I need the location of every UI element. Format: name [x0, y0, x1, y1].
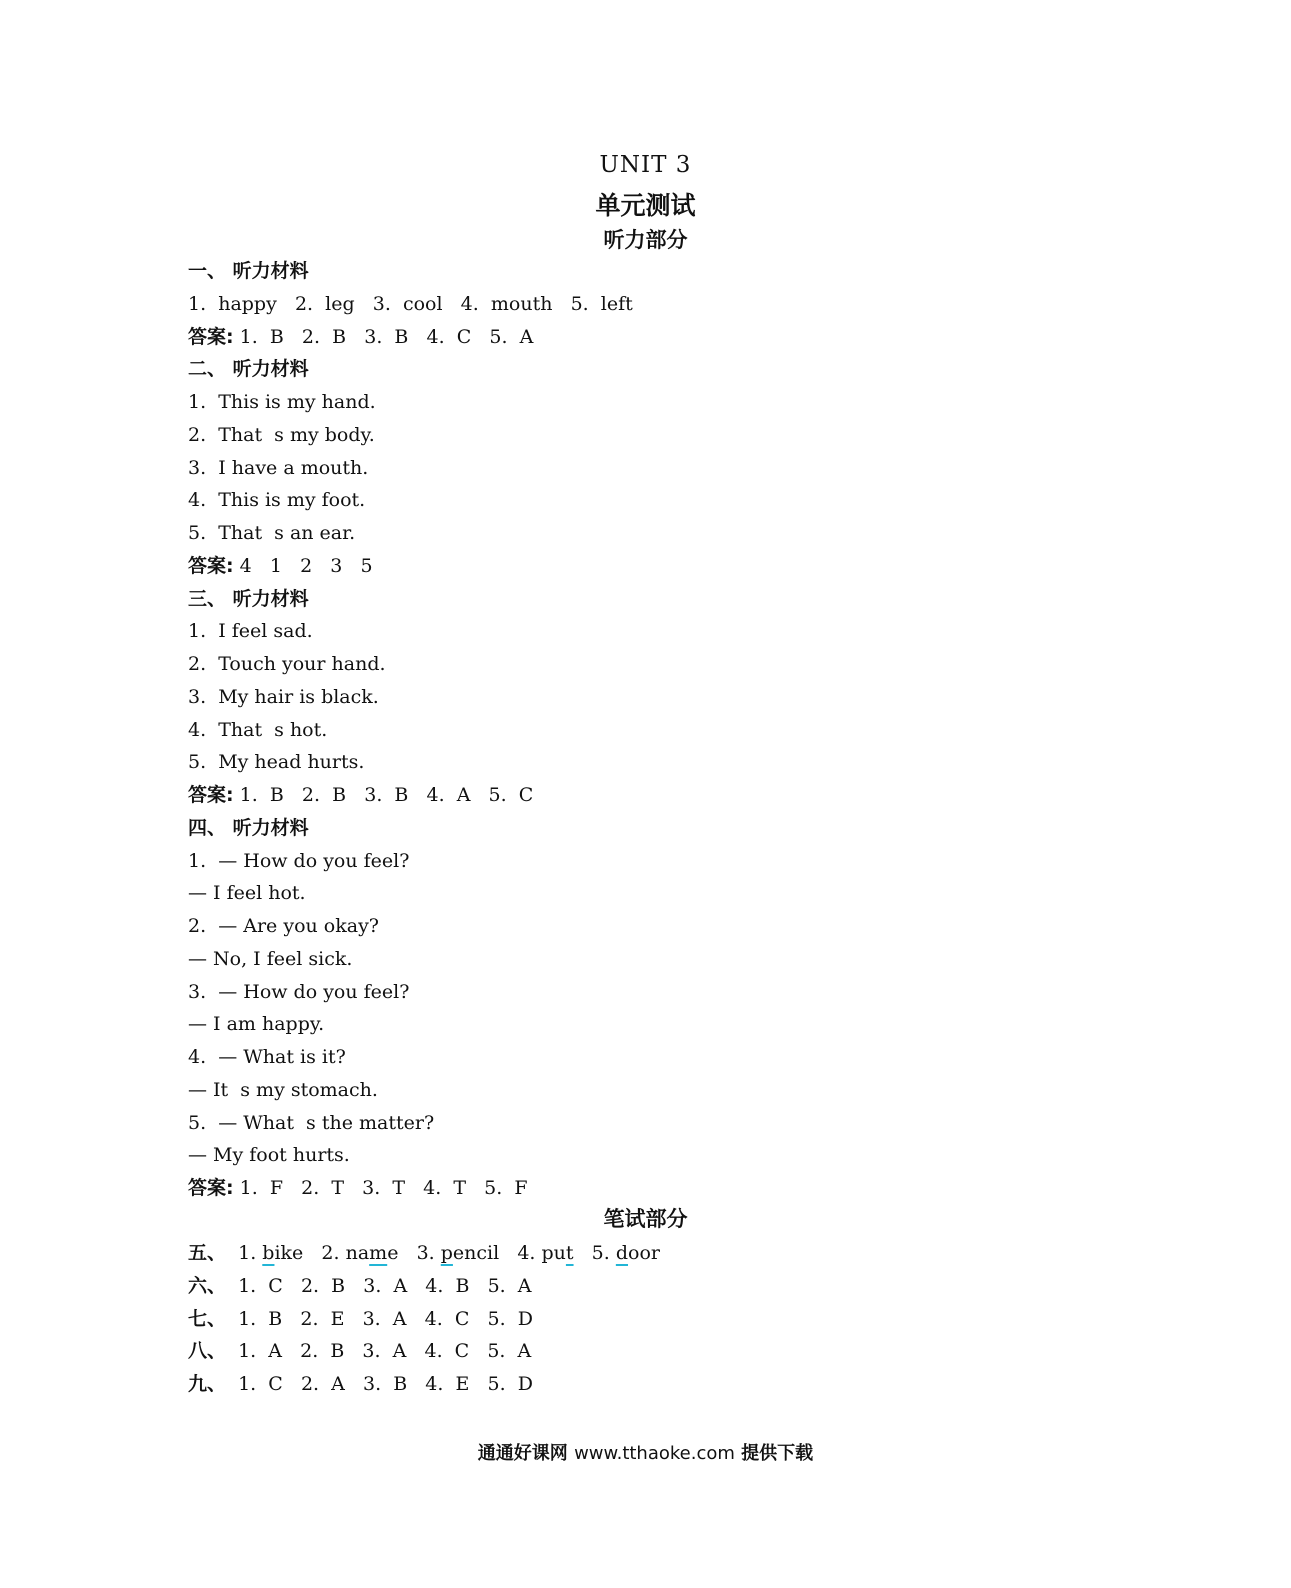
- section-2-heading: 二、 听力材料: [188, 358, 309, 381]
- answer-label: 答案:: [188, 784, 234, 806]
- section-4-line: — It s my stomach.: [188, 1078, 378, 1101]
- listening-heading: 听力部分: [603, 228, 688, 252]
- word-item: [517, 1242, 573, 1264]
- section-4-line: 5. — What s the matter?: [188, 1111, 435, 1134]
- section-3-line: 5. My head hurts.: [188, 751, 365, 774]
- section-9-answers: [188, 1368, 1088, 1401]
- footer-suffix: 提供下载: [734, 1443, 814, 1464]
- underlined-letter: t: [565, 1242, 574, 1264]
- section-7-answers: [188, 1303, 1088, 1336]
- word-part: na: [345, 1242, 370, 1264]
- section-2-line: 1. This is my hand.: [188, 391, 376, 413]
- section-3-line: 2. Touch your hand.: [188, 653, 386, 675]
- underlined-letter: m: [369, 1242, 388, 1264]
- section-1-answer: [188, 321, 1088, 354]
- answer-label: 答案:: [188, 554, 234, 577]
- section-2-line: 4. This is my foot.: [188, 489, 366, 512]
- answer-values: 1. B 2. E 3. A 4. C 5. D: [226, 1307, 533, 1330]
- section-4-line: 2. — Are you okay?: [188, 915, 379, 937]
- word-part: encil: [452, 1242, 500, 1264]
- answer-values: 1. A 2. B 3. A 4. C 5. A: [226, 1340, 532, 1363]
- item-number: 4.: [517, 1242, 542, 1264]
- section-7-label: 七、: [188, 1307, 227, 1330]
- section-6-label: 六、: [188, 1274, 227, 1297]
- answer-values: 4 1 2 3 5: [233, 554, 373, 577]
- section-8-label: 八、: [188, 1340, 227, 1363]
- answer-values: 1. F 2. T 3. T 4. T 5. F: [233, 1177, 528, 1199]
- word-part: e: [387, 1242, 399, 1264]
- footer-url[interactable]: www.tthaoke.com: [574, 1443, 735, 1464]
- answer-values: 1. B 2. B 3. B 4. A 5. C: [233, 784, 534, 806]
- section-5-label: 五、: [188, 1242, 227, 1264]
- answer-label: 答案:: [188, 325, 234, 348]
- written-heading: 笔试部分: [603, 1207, 688, 1231]
- section-3-line: 1. I feel sad.: [188, 620, 313, 643]
- item-number: 2.: [321, 1242, 346, 1264]
- item-number: 5.: [591, 1242, 616, 1264]
- item-number: 1.: [238, 1242, 263, 1264]
- section-3-answer: [188, 779, 1088, 812]
- section-4-line: 4. — What is it?: [188, 1046, 346, 1068]
- page-title: 单元测试: [595, 191, 696, 220]
- word-item: [321, 1242, 398, 1264]
- word-item: [238, 1242, 303, 1264]
- written-section: [188, 1237, 1088, 1401]
- section-1-line: 1. happy 2. leg 3. cool 4. mouth 5. left: [188, 292, 633, 315]
- word-part: ike: [274, 1242, 304, 1264]
- section-4-line: — I am happy.: [188, 1013, 325, 1036]
- section-4-line: — I feel hot.: [188, 882, 306, 905]
- section-3-line: 4. That s hot.: [188, 718, 328, 741]
- footer: [0, 1439, 1291, 1465]
- section-4-heading: 四、 听力材料: [188, 816, 309, 839]
- section-4-line: 1. — How do you feel?: [188, 849, 410, 872]
- answer-values: 1. C 2. A 3. B 4. E 5. D: [226, 1373, 533, 1395]
- section-2-line: 3. I have a mouth.: [188, 456, 369, 479]
- underlined-letter: d: [615, 1242, 629, 1264]
- section-4-answer: [188, 1172, 1088, 1205]
- section-5-answers: [188, 1237, 1088, 1270]
- section-3-line: 3. My hair is black.: [188, 685, 379, 708]
- section-9-label: 九、: [188, 1373, 227, 1395]
- section-4-line: 3. — How do you feel?: [188, 980, 410, 1003]
- item-number: 3.: [416, 1242, 441, 1264]
- footer-site-name: 通通好课网: [477, 1443, 575, 1464]
- word-part: pu: [541, 1242, 566, 1264]
- section-3-heading: 三、 听力材料: [188, 587, 309, 610]
- section-2-answer: [188, 550, 1088, 583]
- listening-section: [188, 255, 1088, 1205]
- word-part: oor: [628, 1242, 660, 1264]
- underlined-letter: p: [440, 1242, 453, 1264]
- section-1-heading: 一、 听力材料: [188, 260, 309, 282]
- word-item: [417, 1242, 500, 1264]
- section-4-line: — No, I feel sick.: [188, 947, 353, 970]
- section-6-answers: [188, 1270, 1088, 1303]
- answer-values: 1. B 2. B 3. B 4. C 5. A: [233, 325, 534, 348]
- section-8-answers: [188, 1335, 1088, 1368]
- answer-label: 答案:: [188, 1177, 234, 1199]
- underlined-letter: b: [262, 1242, 275, 1264]
- section-2-line: 5. That s an ear.: [188, 522, 356, 544]
- word-item: [592, 1242, 660, 1264]
- section-4-line: — My foot hurts.: [188, 1144, 350, 1167]
- answer-values: 1. C 2. B 3. A 4. B 5. A: [226, 1274, 532, 1297]
- unit-label: UNIT 3: [599, 152, 692, 178]
- section-2-line: 2. That s my body.: [188, 423, 375, 446]
